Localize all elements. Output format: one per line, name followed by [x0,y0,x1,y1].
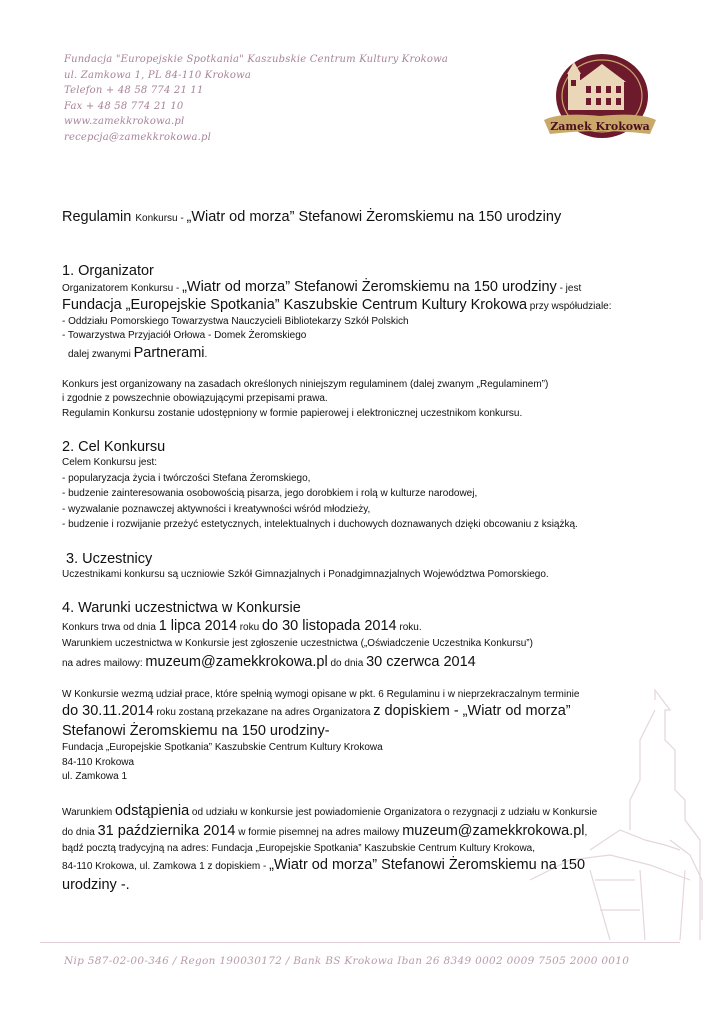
list-item: - Oddziału Pomorskiego Towarzystwa Nauczycieli Bibliotekarzy Szkół Polskich [62,315,409,327]
list-item: - budzenie i rozwijanie przeżyć estetycznych, intelektualnych i duchowych doznawanych dzięki obcowaniu z książką. [62,519,578,530]
paragraph: Fundacja „Europejskie Spotkania” Kaszubskie Centrum Kultury Krokowa przy współudziale: [62,296,612,313]
footer-divider [40,942,680,943]
paragraph: Regulamin Konkursu zostanie udostępniony w formie papierowej i elektronicznej uczestnikom konkursu. [62,407,523,419]
letterhead-line: Telefon + 48 58 774 21 11 [64,85,204,96]
zamek-krokowa-logo [540,50,660,146]
letterhead-line: www.zamekkrokowa.pl [64,116,185,127]
list-item: - wyzwalanie poznawczej aktywności i kreatywności wśród młodzieży, [62,503,371,515]
address-line: 84-110 Krokowa [62,756,135,768]
paragraph: Warunkiem odstąpienia od udziału w konkursie jest powiadomienie Organizatora o rezygnacji z udziału w Konkursie [62,802,598,819]
email-link[interactable]: muzeum@zamekkrokowa.pl [145,653,328,670]
paragraph: Konkurs trwa od dnia 1 lipca 2014 roku do 30 listopada 2014 roku. [62,618,422,634]
paragraph: bądź pocztą tradycyjną na adres: Fundacja „Europejskie Spotkania” Kaszubskie Centrum Kultury Krokowa, [62,842,536,854]
paragraph: 84-110 Krokowa, ul. Zamkowa 1 z dopiskiem - „Wiatr od morza” Stefanowi Żeromskiemu na 150 [62,857,586,873]
section-heading: 1. Organizator [62,263,154,279]
letterhead-line: Fax + 48 58 774 21 10 [64,100,184,112]
letterhead [64,52,448,145]
paragraph: i zgodnie z powszechnie obowiązującymi przepisami prawa. [62,393,328,404]
paragraph: dalej zwanymi Partnerami. [68,344,208,361]
paragraph: Uczestnikami konkursu są uczniowie Szkół Gimnazjalnych i Ponadgimnazjalnych Województwa Pomorskiego. [62,568,549,580]
document-title: Regulamin Konkursu - „Wiatr od morza” Stefanowi Żeromskiemu na 150 urodziny [62,209,562,225]
paragraph: Organizatorem Konkursu - „Wiatr od morza” Stefanowi Żeromskiemu na 150 urodziny - jest [62,279,582,295]
paragraph: do 30.11.2014 roku zostaną przekazane na adres Organizatora z dopiskiem - „Wiatr od morza” [62,703,571,719]
paragraph: urodziny -. [62,877,130,893]
paragraph: Stefanowi Żeromskiemu na 150 urodziny- [62,723,330,739]
email-link[interactable]: muzeum@zamekkrokowa.pl [402,822,585,839]
section-heading: 2. Cel Konkursu [62,439,166,455]
section-heading: 4. Warunki uczestnictwa w Konkursie [62,600,301,616]
letterhead-line: ul. Zamkowa 1, PL 84-110 Krokowa [64,69,252,81]
letterhead-line: Fundacja "Europejskie Spotkania" Kaszubskie Centrum Kultury Krokowa [64,54,449,65]
letterhead-line: recepcja@zamekkrokowa.pl [64,131,212,143]
footer-bank-info: Nip 587-02-00-346 / Regon 190030172 / Bank BS Krokowa Iban 26 8349 0002 0009 7505 2000 0010 [64,955,630,967]
paragraph: Warunkiem uczestnictwa w Konkursie jest zgłoszenie uczestnictwa („Oświadczenie Uczestnika Konkursu”) [62,638,533,649]
list-item: - Towarzystwa Przyjaciół Orłowa - Domek Żeromskiego [62,330,307,341]
logo-text: Zamek Krokowa [550,120,650,133]
list-item: - popularyzacja życia i twórczości Stefana Żeromskiego, [62,472,311,484]
list-item: - budzenie zainteresowania osobowością pisarza, jego dorobkiem i rolą w kulturze narodowej, [62,488,478,499]
paragraph: do dnia 31 października 2014 w formie pisemnej na adres mailowy muzeum@zamekkrokowa.pl, [62,822,588,839]
paragraph: na adres mailowy: muzeum@zamekkrokowa.pl do dnia 30 czerwca 2014 [62,653,476,670]
paragraph: Konkurs jest organizowany na zasadach określonych niniejszym regulaminem (dalej zwanym „Regulaminem”) [62,378,549,390]
section-heading: 3. Uczestnicy [62,550,153,567]
paragraph: Celem Konkursu jest: [62,457,158,468]
document-body [62,208,662,895]
paragraph: W Konkursie wezmą udział prace, które spełnią wymogi opisane w pkt. 6 Regulaminu i w nieprzekraczalnym terminie [62,688,580,700]
address-line: ul. Zamkowa 1 [62,771,128,782]
address-line: Fundacja „Europejskie Spotkania” Kaszubskie Centrum Kultury Krokowa [62,742,383,753]
